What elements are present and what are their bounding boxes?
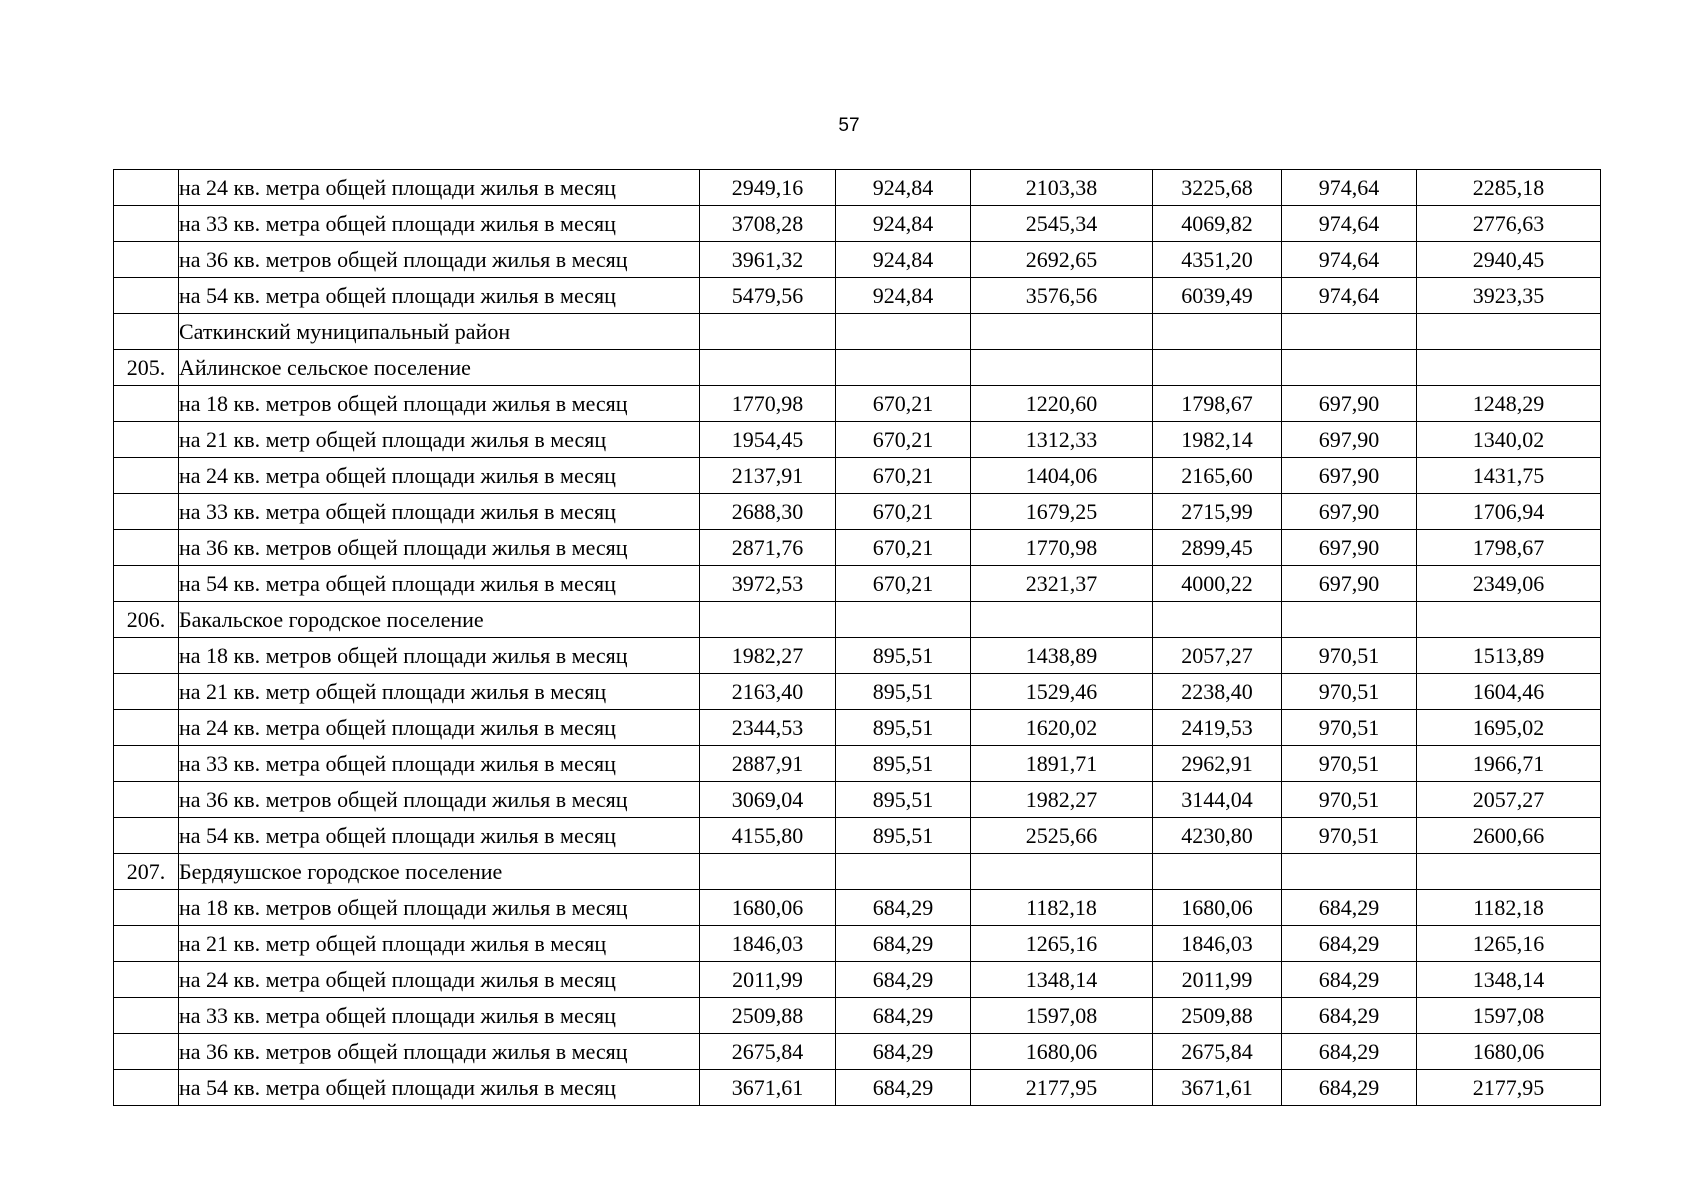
page-number: 57 xyxy=(838,115,860,136)
value-cell-6 xyxy=(1417,314,1601,350)
value-cell-3 xyxy=(971,314,1153,350)
value-cell-5: 697,90 xyxy=(1282,566,1417,602)
value-cell-1: 2137,91 xyxy=(700,458,836,494)
value-cell-6: 2057,27 xyxy=(1417,782,1601,818)
value-cell-4: 2165,60 xyxy=(1153,458,1282,494)
value-cell-4 xyxy=(1153,314,1282,350)
value-cell-1: 2871,76 xyxy=(700,530,836,566)
value-cell-2: 924,84 xyxy=(836,278,971,314)
value-cell-1: 5479,56 xyxy=(700,278,836,314)
row-label-cell: на 21 кв. метр общей площади жилья в месяц xyxy=(179,422,700,458)
value-cell-5: 697,90 xyxy=(1282,386,1417,422)
value-cell-6: 1966,71 xyxy=(1417,746,1601,782)
value-cell-3: 1312,33 xyxy=(971,422,1153,458)
table-row xyxy=(114,314,1601,350)
value-cell-6: 1695,02 xyxy=(1417,710,1601,746)
row-number-cell xyxy=(114,458,179,494)
value-cell-6: 1265,16 xyxy=(1417,926,1601,962)
value-cell-5 xyxy=(1282,314,1417,350)
row-number-cell xyxy=(114,926,179,962)
row-number-cell xyxy=(114,1034,179,1070)
value-cell-6: 3923,35 xyxy=(1417,278,1601,314)
table-row xyxy=(114,854,1601,890)
value-cell-5: 970,51 xyxy=(1282,746,1417,782)
value-cell-3 xyxy=(971,350,1153,386)
value-cell-6: 2776,63 xyxy=(1417,206,1601,242)
table-row xyxy=(114,818,1601,854)
row-number-cell xyxy=(114,494,179,530)
value-cell-3: 2545,34 xyxy=(971,206,1153,242)
table-body xyxy=(114,170,1601,1106)
value-cell-4: 2057,27 xyxy=(1153,638,1282,674)
value-cell-2: 684,29 xyxy=(836,1034,971,1070)
value-cell-3: 1438,89 xyxy=(971,638,1153,674)
value-cell-5: 970,51 xyxy=(1282,782,1417,818)
value-cell-6 xyxy=(1417,854,1601,890)
value-cell-6: 1348,14 xyxy=(1417,962,1601,998)
value-cell-2: 684,29 xyxy=(836,926,971,962)
value-cell-5: 697,90 xyxy=(1282,458,1417,494)
value-cell-4 xyxy=(1153,854,1282,890)
row-number-cell: 205. xyxy=(114,350,179,386)
value-cell-2 xyxy=(836,602,971,638)
value-cell-6: 1182,18 xyxy=(1417,890,1601,926)
value-cell-2: 895,51 xyxy=(836,710,971,746)
value-cell-6 xyxy=(1417,602,1601,638)
value-cell-5: 974,64 xyxy=(1282,242,1417,278)
value-cell-1: 2011,99 xyxy=(700,962,836,998)
table-row xyxy=(114,638,1601,674)
value-cell-2: 684,29 xyxy=(836,998,971,1034)
value-cell-1: 2688,30 xyxy=(700,494,836,530)
row-number-cell xyxy=(114,998,179,1034)
value-cell-5 xyxy=(1282,854,1417,890)
table-row xyxy=(114,206,1601,242)
value-cell-4: 2419,53 xyxy=(1153,710,1282,746)
row-label-cell: на 24 кв. метра общей площади жилья в месяц xyxy=(179,170,700,206)
value-cell-4: 4230,80 xyxy=(1153,818,1282,854)
table-row xyxy=(114,890,1601,926)
value-cell-1: 3708,28 xyxy=(700,206,836,242)
value-cell-3: 1680,06 xyxy=(971,1034,1153,1070)
row-label-cell: на 33 кв. метра общей площади жилья в месяц xyxy=(179,494,700,530)
table-row xyxy=(114,350,1601,386)
value-cell-3: 2692,65 xyxy=(971,242,1153,278)
value-cell-2: 684,29 xyxy=(836,962,971,998)
value-cell-5: 684,29 xyxy=(1282,1070,1417,1106)
value-cell-4: 3144,04 xyxy=(1153,782,1282,818)
value-cell-4 xyxy=(1153,350,1282,386)
value-cell-6: 1513,89 xyxy=(1417,638,1601,674)
value-cell-4: 1798,67 xyxy=(1153,386,1282,422)
value-cell-6: 1248,29 xyxy=(1417,386,1601,422)
value-cell-1 xyxy=(700,314,836,350)
row-label-cell: на 36 кв. метров общей площади жилья в месяц xyxy=(179,1034,700,1070)
table-row xyxy=(114,602,1601,638)
value-cell-5: 970,51 xyxy=(1282,710,1417,746)
value-cell-6: 2349,06 xyxy=(1417,566,1601,602)
value-cell-1 xyxy=(700,350,836,386)
value-cell-2: 670,21 xyxy=(836,422,971,458)
value-cell-4: 1846,03 xyxy=(1153,926,1282,962)
value-cell-5: 684,29 xyxy=(1282,998,1417,1034)
row-number-cell: 207. xyxy=(114,854,179,890)
value-cell-6: 1706,94 xyxy=(1417,494,1601,530)
value-cell-3: 1982,27 xyxy=(971,782,1153,818)
value-cell-1: 2509,88 xyxy=(700,998,836,1034)
value-cell-1: 2344,53 xyxy=(700,710,836,746)
value-cell-3 xyxy=(971,602,1153,638)
value-cell-5: 974,64 xyxy=(1282,170,1417,206)
value-cell-6: 1604,46 xyxy=(1417,674,1601,710)
value-cell-5: 684,29 xyxy=(1282,926,1417,962)
value-cell-5: 970,51 xyxy=(1282,818,1417,854)
row-label-cell: на 21 кв. метр общей площади жилья в месяц xyxy=(179,674,700,710)
table-row xyxy=(114,530,1601,566)
value-cell-2 xyxy=(836,314,971,350)
row-number-cell xyxy=(114,170,179,206)
value-cell-3: 1679,25 xyxy=(971,494,1153,530)
value-cell-3: 1348,14 xyxy=(971,962,1153,998)
value-cell-5: 684,29 xyxy=(1282,962,1417,998)
value-cell-4: 3671,61 xyxy=(1153,1070,1282,1106)
value-cell-2: 895,51 xyxy=(836,818,971,854)
table-row xyxy=(114,746,1601,782)
value-cell-4: 2715,99 xyxy=(1153,494,1282,530)
value-cell-1: 2887,91 xyxy=(700,746,836,782)
value-cell-4: 4069,82 xyxy=(1153,206,1282,242)
value-cell-5: 697,90 xyxy=(1282,494,1417,530)
value-cell-2: 924,84 xyxy=(836,242,971,278)
value-cell-3: 1404,06 xyxy=(971,458,1153,494)
value-cell-3: 1770,98 xyxy=(971,530,1153,566)
table-row xyxy=(114,710,1601,746)
value-cell-6: 1798,67 xyxy=(1417,530,1601,566)
row-label-cell: на 36 кв. метров общей площади жилья в месяц xyxy=(179,530,700,566)
row-number-cell xyxy=(114,962,179,998)
value-cell-2: 895,51 xyxy=(836,746,971,782)
value-cell-2: 670,21 xyxy=(836,386,971,422)
value-cell-4: 6039,49 xyxy=(1153,278,1282,314)
table-row xyxy=(114,422,1601,458)
value-cell-6: 2177,95 xyxy=(1417,1070,1601,1106)
value-cell-3: 1620,02 xyxy=(971,710,1153,746)
value-cell-6: 1680,06 xyxy=(1417,1034,1601,1070)
value-cell-3: 1891,71 xyxy=(971,746,1153,782)
value-cell-1 xyxy=(700,602,836,638)
row-label-cell: на 33 кв. метра общей площади жилья в месяц xyxy=(179,998,700,1034)
value-cell-5: 684,29 xyxy=(1282,890,1417,926)
row-number-cell xyxy=(114,818,179,854)
value-cell-2: 684,29 xyxy=(836,890,971,926)
value-cell-4: 2011,99 xyxy=(1153,962,1282,998)
table-row xyxy=(114,782,1601,818)
table-row xyxy=(114,494,1601,530)
value-cell-1: 2675,84 xyxy=(700,1034,836,1070)
value-cell-2: 670,21 xyxy=(836,494,971,530)
row-label-cell: на 36 кв. метров общей площади жилья в месяц xyxy=(179,242,700,278)
value-cell-4: 1680,06 xyxy=(1153,890,1282,926)
value-cell-3: 1220,60 xyxy=(971,386,1153,422)
row-number-cell xyxy=(114,386,179,422)
row-label-cell: на 18 кв. метров общей площади жилья в месяц xyxy=(179,386,700,422)
value-cell-1: 1846,03 xyxy=(700,926,836,962)
value-cell-1: 3671,61 xyxy=(700,1070,836,1106)
table-row xyxy=(114,566,1601,602)
value-cell-4: 1982,14 xyxy=(1153,422,1282,458)
row-number-cell xyxy=(114,278,179,314)
value-cell-3: 1529,46 xyxy=(971,674,1153,710)
value-cell-1: 3069,04 xyxy=(700,782,836,818)
row-number-cell xyxy=(114,422,179,458)
table-row xyxy=(114,674,1601,710)
row-number-cell xyxy=(114,674,179,710)
table-row xyxy=(114,170,1601,206)
row-label-cell: на 18 кв. метров общей площади жилья в месяц xyxy=(179,890,700,926)
row-label-cell: Айлинское сельское поселение xyxy=(179,350,700,386)
value-cell-5 xyxy=(1282,602,1417,638)
tariff-table xyxy=(113,169,1601,1106)
value-cell-4: 3225,68 xyxy=(1153,170,1282,206)
table-row xyxy=(114,1034,1601,1070)
value-cell-2: 670,21 xyxy=(836,566,971,602)
row-label-cell: Бакальское городское поселение xyxy=(179,602,700,638)
value-cell-2 xyxy=(836,854,971,890)
value-cell-3: 2103,38 xyxy=(971,170,1153,206)
value-cell-3: 2177,95 xyxy=(971,1070,1153,1106)
table-row xyxy=(114,1070,1601,1106)
row-number-cell xyxy=(114,1070,179,1106)
table-row xyxy=(114,386,1601,422)
row-label-cell: на 54 кв. метра общей площади жилья в месяц xyxy=(179,818,700,854)
row-number-cell xyxy=(114,242,179,278)
value-cell-5: 974,64 xyxy=(1282,278,1417,314)
row-number-cell xyxy=(114,638,179,674)
value-cell-6: 1431,75 xyxy=(1417,458,1601,494)
row-number-cell xyxy=(114,746,179,782)
row-number-cell xyxy=(114,530,179,566)
row-label-cell: на 33 кв. метра общей площади жилья в месяц xyxy=(179,206,700,242)
value-cell-5 xyxy=(1282,350,1417,386)
table-row xyxy=(114,998,1601,1034)
value-cell-1: 1982,27 xyxy=(700,638,836,674)
value-cell-5: 697,90 xyxy=(1282,422,1417,458)
row-number-cell xyxy=(114,314,179,350)
row-label-cell: на 18 кв. метров общей площади жилья в месяц xyxy=(179,638,700,674)
value-cell-3: 2321,37 xyxy=(971,566,1153,602)
value-cell-4: 4000,22 xyxy=(1153,566,1282,602)
row-label-cell: на 54 кв. метра общей площади жилья в месяц xyxy=(179,1070,700,1106)
row-number-cell xyxy=(114,890,179,926)
table-row xyxy=(114,926,1601,962)
value-cell-5: 684,29 xyxy=(1282,1034,1417,1070)
row-label-cell: на 24 кв. метра общей площади жилья в месяц xyxy=(179,458,700,494)
value-cell-3 xyxy=(971,854,1153,890)
value-cell-2: 895,51 xyxy=(836,638,971,674)
row-number-cell: 206. xyxy=(114,602,179,638)
value-cell-3: 1597,08 xyxy=(971,998,1153,1034)
row-label-cell: на 24 кв. метра общей площади жилья в месяц xyxy=(179,710,700,746)
row-number-cell xyxy=(114,206,179,242)
value-cell-6: 2600,66 xyxy=(1417,818,1601,854)
value-cell-1: 3972,53 xyxy=(700,566,836,602)
row-number-cell xyxy=(114,710,179,746)
value-cell-5: 970,51 xyxy=(1282,674,1417,710)
value-cell-5: 970,51 xyxy=(1282,638,1417,674)
table-row xyxy=(114,278,1601,314)
row-label-cell: на 21 кв. метр общей площади жилья в месяц xyxy=(179,926,700,962)
value-cell-4: 4351,20 xyxy=(1153,242,1282,278)
value-cell-2: 924,84 xyxy=(836,170,971,206)
value-cell-1: 1954,45 xyxy=(700,422,836,458)
row-label-cell: на 33 кв. метра общей площади жилья в месяц xyxy=(179,746,700,782)
value-cell-4 xyxy=(1153,602,1282,638)
value-cell-5: 697,90 xyxy=(1282,530,1417,566)
table-row xyxy=(114,962,1601,998)
row-label-cell: Бердяушское городское поселение xyxy=(179,854,700,890)
value-cell-2: 670,21 xyxy=(836,458,971,494)
value-cell-1: 1770,98 xyxy=(700,386,836,422)
value-cell-4: 2899,45 xyxy=(1153,530,1282,566)
row-label-cell: на 54 кв. метра общей площади жилья в месяц xyxy=(179,278,700,314)
value-cell-1: 1680,06 xyxy=(700,890,836,926)
value-cell-1 xyxy=(700,854,836,890)
row-label-cell: на 54 кв. метра общей площади жилья в месяц xyxy=(179,566,700,602)
value-cell-1: 2163,40 xyxy=(700,674,836,710)
value-cell-4: 2509,88 xyxy=(1153,998,1282,1034)
value-cell-6: 1340,02 xyxy=(1417,422,1601,458)
value-cell-1: 2949,16 xyxy=(700,170,836,206)
row-label-cell: на 36 кв. метров общей площади жилья в месяц xyxy=(179,782,700,818)
value-cell-2: 684,29 xyxy=(836,1070,971,1106)
row-number-cell xyxy=(114,782,179,818)
table-row xyxy=(114,242,1601,278)
value-cell-6: 2285,18 xyxy=(1417,170,1601,206)
value-cell-6: 2940,45 xyxy=(1417,242,1601,278)
value-cell-6 xyxy=(1417,350,1601,386)
value-cell-4: 2238,40 xyxy=(1153,674,1282,710)
table-row xyxy=(114,458,1601,494)
value-cell-2: 895,51 xyxy=(836,674,971,710)
value-cell-1: 4155,80 xyxy=(700,818,836,854)
row-label-cell: на 24 кв. метра общей площади жилья в месяц xyxy=(179,962,700,998)
value-cell-2 xyxy=(836,350,971,386)
value-cell-3: 3576,56 xyxy=(971,278,1153,314)
value-cell-2: 924,84 xyxy=(836,206,971,242)
value-cell-2: 895,51 xyxy=(836,782,971,818)
value-cell-4: 2962,91 xyxy=(1153,746,1282,782)
value-cell-1: 3961,32 xyxy=(700,242,836,278)
value-cell-5: 974,64 xyxy=(1282,206,1417,242)
value-cell-4: 2675,84 xyxy=(1153,1034,1282,1070)
row-number-cell xyxy=(114,566,179,602)
value-cell-2: 670,21 xyxy=(836,530,971,566)
row-label-cell: Саткинский муниципальный район xyxy=(179,314,700,350)
value-cell-3: 2525,66 xyxy=(971,818,1153,854)
value-cell-6: 1597,08 xyxy=(1417,998,1601,1034)
value-cell-3: 1265,16 xyxy=(971,926,1153,962)
value-cell-3: 1182,18 xyxy=(971,890,1153,926)
